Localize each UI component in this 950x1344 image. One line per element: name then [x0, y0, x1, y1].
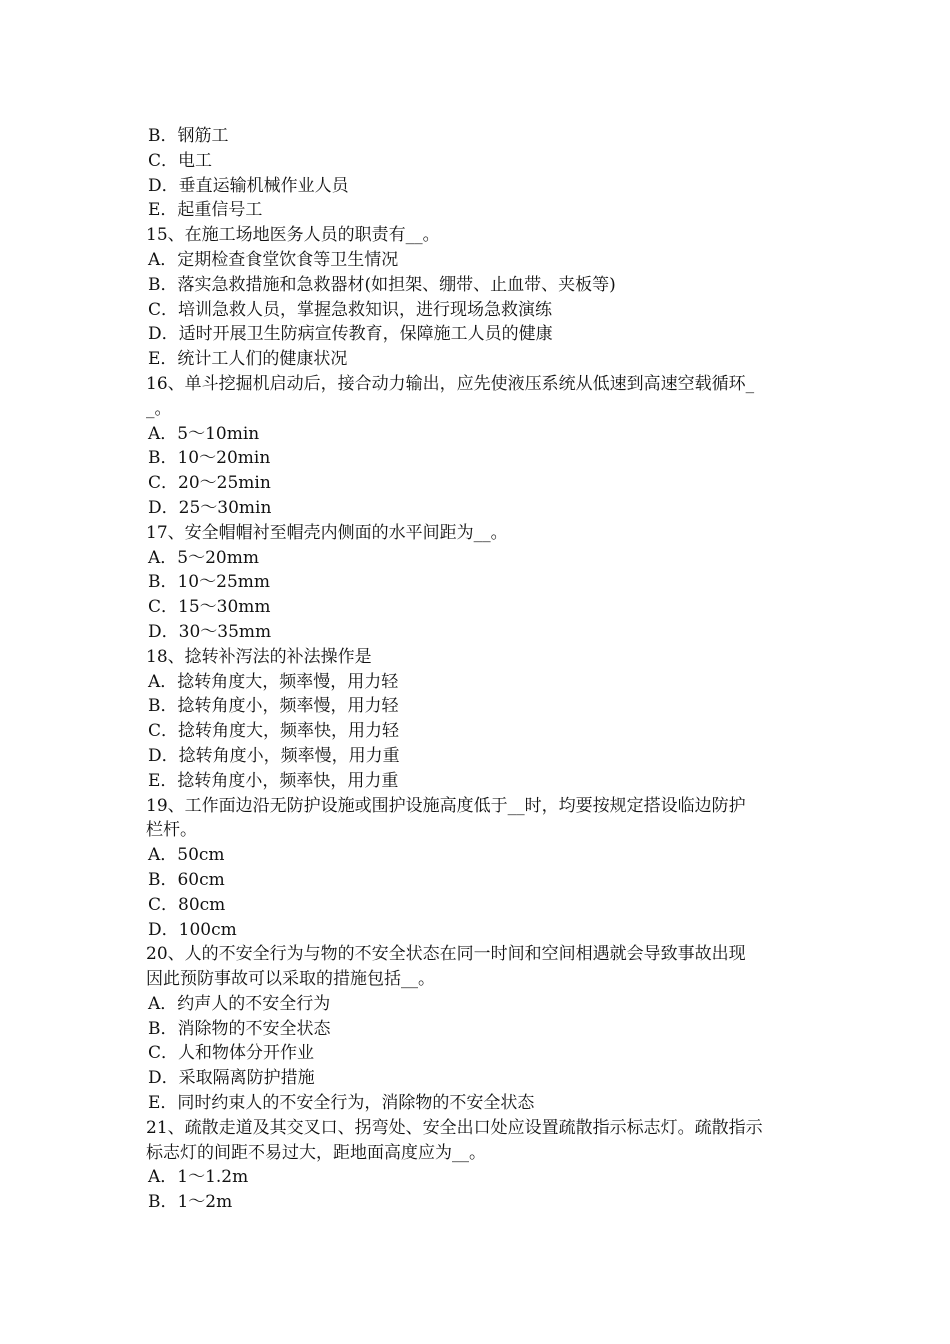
question-text: 因此预防事故可以采取的措施包括__。 — [146, 969, 435, 990]
answer-option: A．约声人的不安全行为 — [148, 993, 331, 1014]
question-text: 16、单斗挖掘机启动后，接合动力输出，应先使液压系统从低速到高速空载循环_ — [146, 373, 755, 394]
answer-option: C．培训急救人员，掌握急救知识，进行现场急救演练 — [148, 299, 553, 320]
answer-option: C．80cm — [148, 894, 226, 915]
question-text: 20、人的不安全行为与物的不安全状态在同一时间和空间相遇就会导致事故出现 — [146, 944, 746, 965]
question-text: 21、疏散走道及其交叉口、拐弯处、安全出口处应设置疏散指示标志灯。疏散指示 — [146, 1117, 763, 1138]
answer-option: A．定期检查食堂饮食等卫生情况 — [148, 249, 399, 270]
answer-option: D．垂直运输机械作业人员 — [148, 175, 349, 196]
answer-option: B．消除物的不安全状态 — [148, 1018, 331, 1039]
answer-option: D．捻转角度小，频率慢，用力重 — [148, 745, 400, 766]
answer-option: C．20～25min — [148, 473, 271, 494]
answer-option: B．10～20min — [148, 448, 271, 469]
answer-option: D．采取隔离防护措施 — [148, 1068, 315, 1089]
answer-option: A．捻转角度大，频率慢，用力轻 — [148, 671, 399, 692]
answer-option: C．人和物体分开作业 — [148, 1043, 315, 1064]
answer-option: A．5～20mm — [148, 547, 259, 568]
answer-option: D．适时开展卫生防病宣传教育，保障施工人员的健康 — [148, 324, 553, 345]
answer-option: A．50cm — [148, 845, 225, 866]
answer-option: C．捻转角度大，频率快，用力轻 — [148, 721, 400, 742]
answer-option: E．统计工人们的健康状况 — [148, 349, 348, 370]
question-text: 标志灯的间距不易过大，距地面高度应为__。 — [146, 1142, 486, 1163]
answer-option: D．25～30min — [148, 497, 272, 518]
answer-option: D．100cm — [148, 919, 237, 940]
answer-option: D．30～35mm — [148, 621, 272, 642]
answer-option: C．电工 — [148, 150, 213, 171]
answer-option: A．1～1.2m — [148, 1167, 249, 1188]
answer-option: E．捻转角度小，频率快，用力重 — [148, 770, 399, 791]
answer-option: B．捻转角度小，频率慢，用力轻 — [148, 696, 399, 717]
answer-option: B．钢筋工 — [148, 126, 229, 146]
question-text: 15、在施工场地医务人员的职责有__。 — [146, 225, 440, 246]
question-text: _。 — [146, 398, 172, 419]
answer-option: A．5～10min — [148, 423, 260, 444]
question-text: 18、捻转补泻法的补法操作是 — [146, 646, 372, 667]
answer-option: E．同时约束人的不安全行为，消除物的不安全状态 — [148, 1093, 535, 1114]
question-text: 19、工作面边沿无防护设施或围护设施高度低于__时，均要按规定搭设临边防护 — [146, 795, 746, 816]
question-list — [146, 124, 810, 1215]
answer-option: B．10～25mm — [148, 572, 270, 593]
answer-option: C．15～30mm — [148, 597, 271, 618]
question-text: 栏杆。 — [146, 820, 197, 841]
answer-option: B．60cm — [148, 869, 225, 890]
answer-option: B．落实急救措施和急救器材(如担架、绷带、止血带、夹板等) — [148, 274, 616, 295]
answer-option: E．起重信号工 — [148, 200, 263, 221]
answer-option: B．1～2m — [148, 1192, 233, 1213]
question-text: 17、安全帽帽衬至帽壳内侧面的水平间距为__。 — [146, 522, 508, 543]
